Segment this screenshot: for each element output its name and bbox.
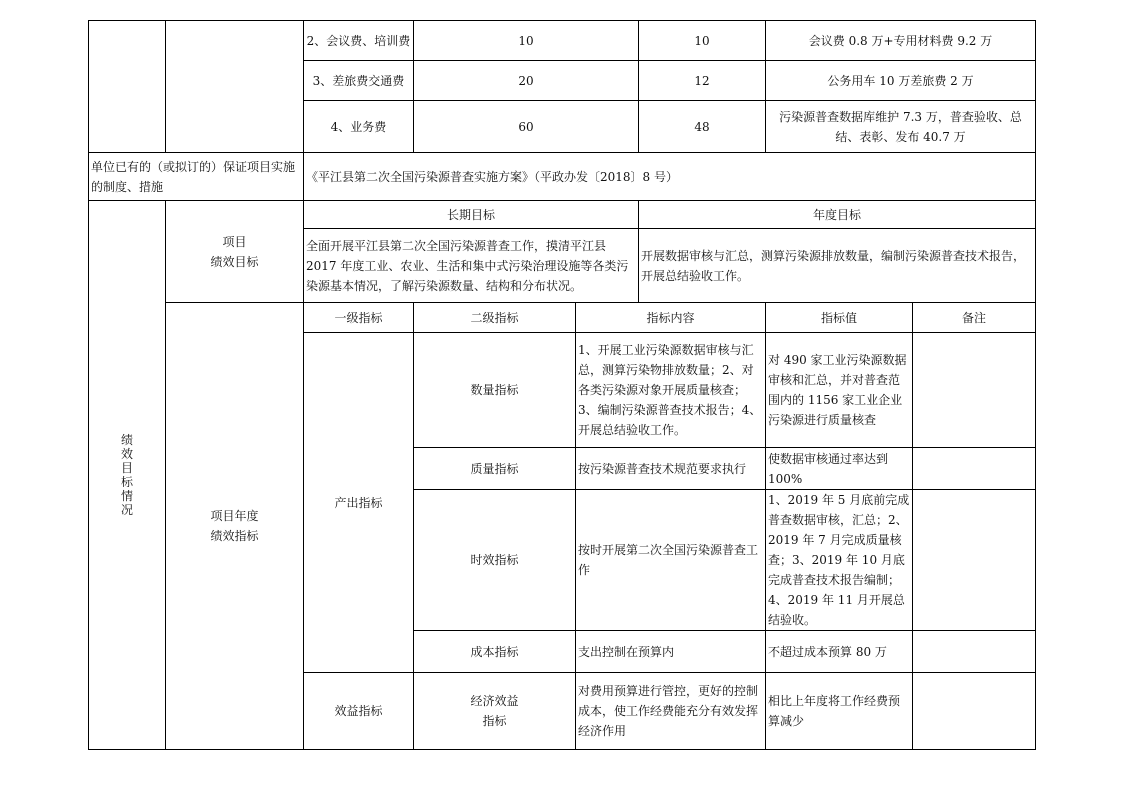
indicator-remark — [913, 448, 1036, 490]
indicator-header-row — [89, 303, 1036, 333]
indicator-remark — [913, 490, 1036, 631]
long-term-text: 全面开展平江县第二次全国污染源普查工作，摸清平江县 2017 年度工业、农业、生活和集中式污染治理设施等各类污染源基本情况，了解污染源数量、结构和分布状况。 — [304, 229, 639, 303]
header-content: 指标内容 — [576, 303, 766, 333]
header-level1: 一级指标 — [304, 303, 414, 333]
budget-item: 4、业务费 — [304, 101, 414, 153]
indicator-remark — [913, 631, 1036, 673]
empty-cell — [166, 21, 304, 153]
project-goal-label: 项目 绩效目标 — [166, 201, 304, 303]
output-label: 产出指标 — [304, 333, 414, 673]
header-value: 指标值 — [766, 303, 913, 333]
indicator-value: 使数据审核通过率达到 100% — [766, 448, 913, 490]
annual-indicator-label: 项目年度 绩效指标 — [166, 303, 304, 750]
budget-item: 2、会议费、培训费 — [304, 21, 414, 61]
annual-text: 开展数据审核与汇总，测算污染源排放数量，编制污染源普查技术报告，开展总结验收工作。 — [639, 229, 1036, 303]
empty-cell — [89, 21, 166, 153]
header-remark: 备注 — [913, 303, 1036, 333]
indicator-value: 对 490 家工业污染源数据审核和汇总，并对普查范围内的 1156 家工业企业污染源进行质量核查 — [766, 333, 913, 448]
actual-amount: 48 — [639, 101, 766, 153]
actual-amount: 10 — [639, 21, 766, 61]
indicator-content: 支出控制在预算内 — [576, 631, 766, 673]
actual-amount: 12 — [639, 61, 766, 101]
budget-note: 公务用车 10 万差旅费 2 万 — [766, 61, 1036, 101]
annual-header: 年度目标 — [639, 201, 1036, 229]
measures-row — [89, 153, 1036, 201]
indicator-content: 对费用预算进行管控，更好的控制成本，使工作经费能充分有效发挥经济作用 — [576, 673, 766, 750]
budget-item: 3、差旅费交通费 — [304, 61, 414, 101]
budget-note: 污染源普查数据库维护 7.3 万，普查验收、总结、表彰、发布 40.7 万 — [766, 101, 1036, 153]
goals-header-row — [89, 201, 1036, 229]
budget-amount: 10 — [414, 21, 639, 61]
indicator-remark — [913, 673, 1036, 750]
indicator-remark — [913, 333, 1036, 448]
indicator-content: 按时开展第二次全国污染源普查工作 — [576, 490, 766, 631]
budget-note: 会议费 0.8 万+专用材料费 9.2 万 — [766, 21, 1036, 61]
indicator-content: 按污染源普查技术规范要求执行 — [576, 448, 766, 490]
budget-row — [89, 21, 1036, 61]
indicator-name: 质量指标 — [414, 448, 576, 490]
long-term-header: 长期目标 — [304, 201, 639, 229]
section-label: 绩 效 目 标 情 况 — [89, 201, 166, 750]
budget-amount: 60 — [414, 101, 639, 153]
indicator-name: 时效指标 — [414, 490, 576, 631]
budget-amount: 20 — [414, 61, 639, 101]
indicator-name: 成本指标 — [414, 631, 576, 673]
indicator-name: 经济效益 指标 — [414, 673, 576, 750]
indicator-name: 数量指标 — [414, 333, 576, 448]
measures-label: 单位已有的（或拟订的）保证项目实施的制度、措施 — [89, 153, 304, 201]
header-level2: 二级指标 — [414, 303, 576, 333]
performance-table — [88, 20, 1036, 750]
measures-value: 《平江县第二次全国污染源普查实施方案》（平政办发〔2018〕8 号） — [304, 153, 1036, 201]
indicator-value: 1、2019 年 5 月底前完成普查数据审核，汇总；2、2019 年 7 月完成质量核查；3、2019 年 10 月底完成普查技术报告编制；4、2019 年 11 月开展总结验收。 — [766, 490, 913, 631]
benefit-label: 效益指标 — [304, 673, 414, 750]
indicator-content: 1、开展工业污染源数据审核与汇总，测算污染物排放数量；2、对各类污染源对象开展质量核查；3、编制污染源普查技术报告；4、开展总结验收工作。 — [576, 333, 766, 448]
indicator-value: 相比上年度将工作经费预算减少 — [766, 673, 913, 750]
indicator-value: 不超过成本预算 80 万 — [766, 631, 913, 673]
